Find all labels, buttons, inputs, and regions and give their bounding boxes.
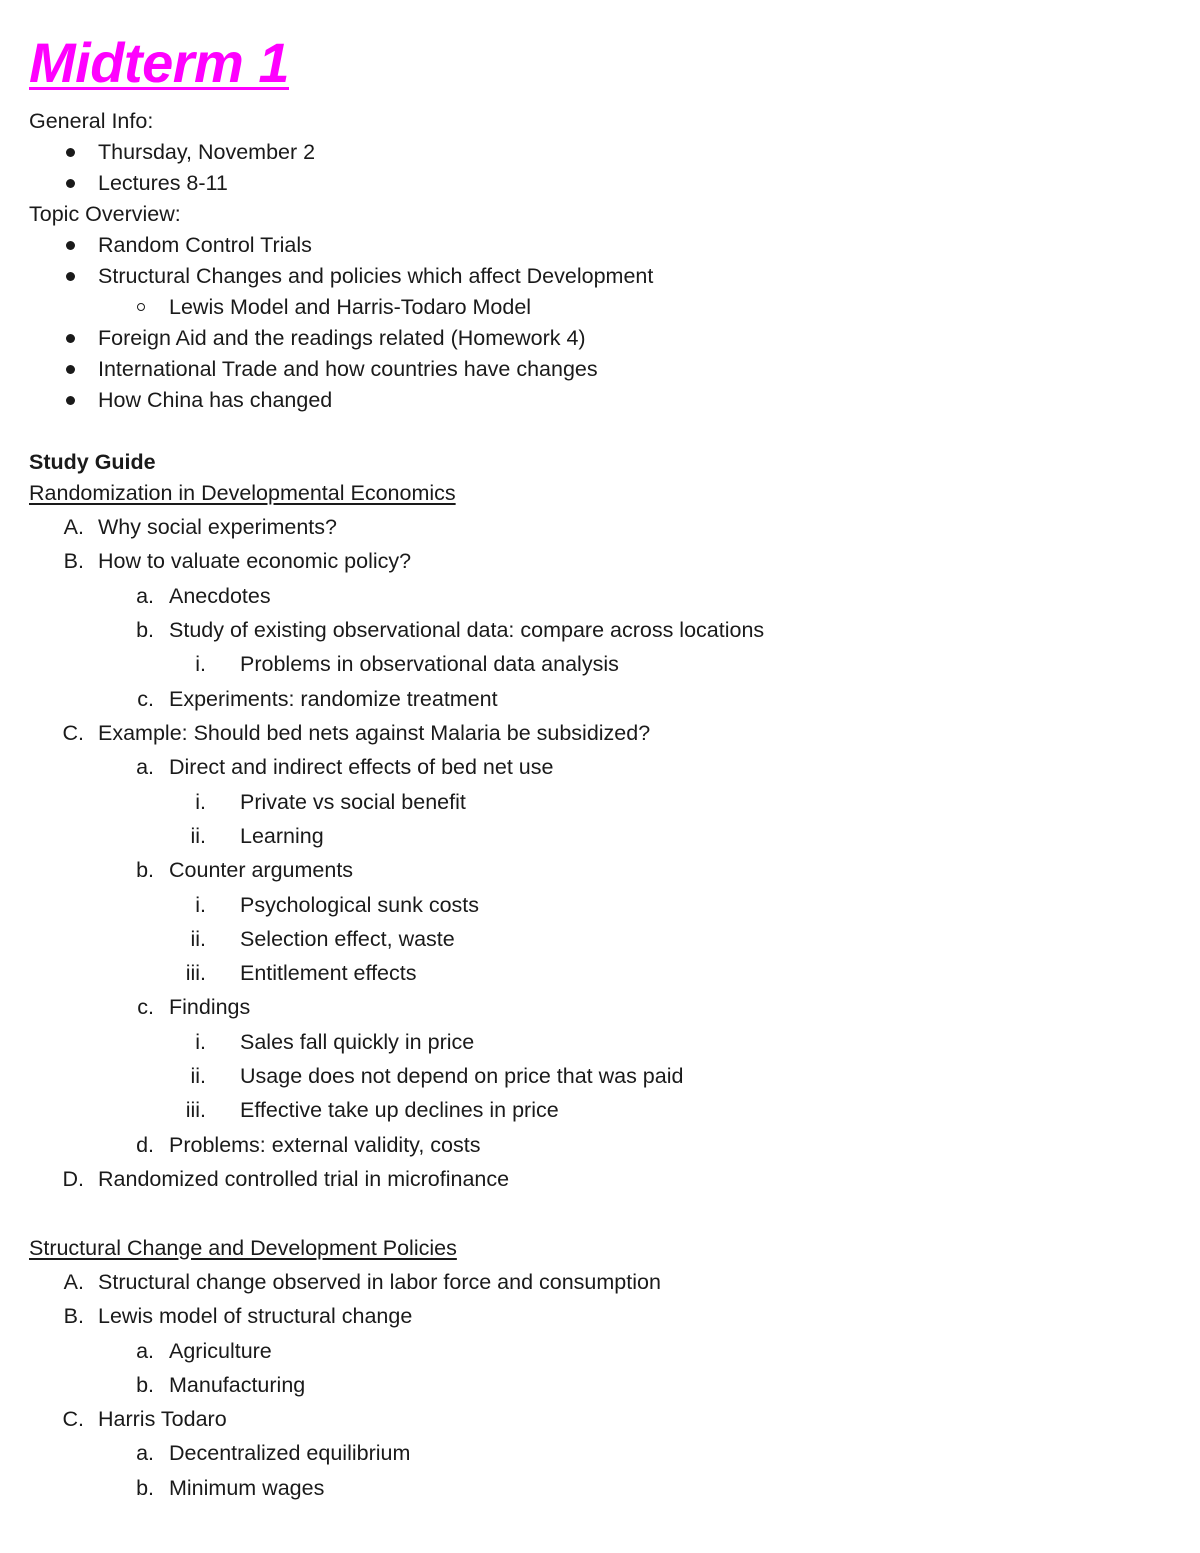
bullet-icon (66, 334, 75, 343)
list-item: Learning (240, 824, 324, 848)
list-item: Harris Todaro (98, 1407, 227, 1431)
list-item: Decentralized equilibrium (169, 1441, 411, 1465)
list-item: Private vs social benefit (240, 790, 466, 814)
list-item: International Trade and how countries have changes (98, 357, 598, 381)
list-marker: d. (136, 1133, 154, 1157)
list-marker: i. (195, 893, 206, 917)
list-item: Sales fall quickly in price (240, 1030, 475, 1054)
list-marker: iii. (185, 961, 206, 985)
list-item: Why social experiments? (98, 515, 337, 539)
list-marker: b. (136, 1373, 154, 1397)
topic-overview-heading: Topic Overview: (29, 202, 181, 226)
bullet-icon (66, 365, 75, 374)
list-marker: D. (62, 1167, 84, 1191)
list-item: Lewis model of structural change (98, 1304, 413, 1328)
bullet-icon (66, 241, 75, 250)
page-title: Midterm 1 (29, 31, 289, 94)
list-marker: ii. (190, 824, 206, 848)
list-item: How to valuate economic policy? (98, 549, 412, 573)
study-guide-heading: Study Guide (29, 450, 156, 474)
list-item: Usage does not depend on price that was paid (240, 1064, 684, 1088)
list-marker: i. (195, 1030, 206, 1054)
list-marker: c. (137, 995, 154, 1019)
list-item: Experiments: randomize treatment (169, 687, 498, 711)
list-item: Study of existing observational data: compare across locations (169, 618, 765, 642)
bullet-icon (66, 272, 75, 281)
list-marker: B. (63, 549, 84, 573)
list-item: Random Control Trials (98, 233, 312, 257)
list-marker: i. (195, 652, 206, 676)
list-item: Anecdotes (169, 584, 271, 608)
list-marker: ii. (190, 1064, 206, 1088)
list-item: Agriculture (169, 1339, 272, 1363)
list-marker: A. (63, 515, 84, 539)
list-marker: b. (136, 618, 154, 642)
list-item: Entitlement effects (240, 961, 417, 985)
list-marker: i. (195, 790, 206, 814)
list-marker: b. (136, 858, 154, 882)
list-marker: a. (136, 1339, 154, 1363)
list-item: Thursday, November 2 (98, 140, 316, 164)
list-marker: ii. (190, 927, 206, 951)
list-item: Randomized controlled trial in microfinance (98, 1167, 510, 1191)
list-item: Effective take up declines in price (240, 1098, 559, 1122)
list-item: Psychological sunk costs (240, 893, 479, 917)
list-item: Problems: external validity, costs (169, 1133, 481, 1157)
list-marker: a. (136, 755, 154, 779)
section-title: Randomization in Developmental Economics (29, 481, 456, 505)
bullet-icon (66, 396, 75, 405)
list-marker: C. (62, 1407, 84, 1431)
list-item: Structural change observed in labor force and consumption (98, 1270, 661, 1294)
list-marker: C. (62, 721, 84, 745)
list-item: Findings (169, 995, 251, 1019)
section-title: Structural Change and Development Policies (29, 1236, 457, 1260)
list-marker: a. (136, 584, 154, 608)
list-marker: b. (136, 1476, 154, 1500)
list-item: Direct and indirect effects of bed net use (169, 755, 554, 779)
list-marker: B. (63, 1304, 84, 1328)
general-info-heading: General Info: (29, 109, 154, 133)
list-item: Foreign Aid and the readings related (Homework 4) (98, 326, 586, 350)
bullet-icon (66, 179, 75, 188)
list-item: How China has changed (98, 388, 333, 412)
list-marker: c. (137, 687, 154, 711)
list-item: Lewis Model and Harris-Todaro Model (169, 295, 532, 319)
list-item: Example: Should bed nets against Malaria be subsidized? (98, 721, 651, 745)
hollow-bullet-icon (137, 303, 145, 311)
list-marker: iii. (185, 1098, 206, 1122)
list-item: Problems in observational data analysis (240, 652, 619, 676)
bullet-icon (66, 148, 75, 157)
list-item: Manufacturing (169, 1373, 306, 1397)
list-marker: a. (136, 1441, 154, 1465)
list-item: Selection effect, waste (240, 927, 455, 951)
list-item: Lectures 8-11 (98, 171, 228, 195)
list-marker: A. (63, 1270, 84, 1294)
list-item: Structural Changes and policies which affect Development (98, 264, 654, 288)
list-item: Counter arguments (169, 858, 354, 882)
list-item: Minimum wages (169, 1476, 325, 1500)
